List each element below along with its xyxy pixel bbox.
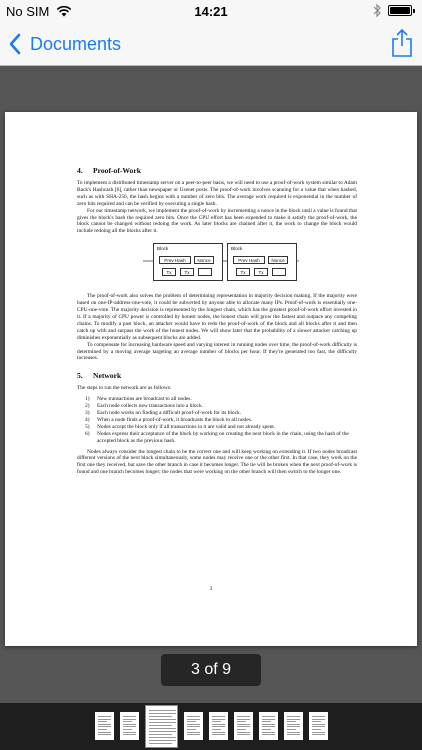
page-thumbnail[interactable] — [95, 712, 114, 740]
section-heading: 5. Network — [77, 371, 122, 381]
list-item — [85, 403, 357, 410]
prev-hash-box: Prev Hash — [159, 256, 191, 264]
chevron-left-icon — [8, 33, 22, 55]
paragraph: To compensate for increasing hardware speed and varying interest in running nodes over time, the proof-of-work difficulty is determined by a moving average targeting an average number of blocks per hour. If they're generated too fast, the difficulty increases. — [77, 341, 357, 362]
list-item-number: 5) — [85, 423, 90, 430]
tx-empty-box — [272, 268, 286, 276]
carrier-label: No SIM — [6, 4, 50, 19]
tx-box: Tx — [236, 268, 250, 276]
status-bar — [0, 0, 422, 22]
paragraph: The steps to run the network are as follows: — [77, 385, 172, 392]
paragraph: The proof-of-work also solves the problem of determining representation in majority decision making. If the majority were based on one-IP-address-one-vote, it could be subverted by anyone able to allocate many IPs. Proof-of-work is essentially one-CPU-one-vote. The majority decision is represented by the longest chain, which has the greatest proof-of-work effort invested in it. If a majority of CPU power is controlled by honest nodes, the honest chain will grow the fastest and outpace any competing chains. To modify a past block, an attacker would have to redo the proof-of-work of the block and all blocks after it and then catch up with and surpass the work of the honest nodes. We will show later that the probability of a slower attacker catching up diminishes exponentially as subsequent blocks are added. — [77, 293, 357, 341]
list-item — [85, 424, 357, 431]
tx-empty-box — [198, 268, 212, 276]
bluetooth-icon — [372, 3, 382, 18]
paragraph: To implement a distributed timestamp server on a peer-to-peer basis, we will need to use a proof-of-work system similar to Adam Back's Hashcash [6], rather than newspaper or Usenet posts. The proof-of-work involves scanning for a value that when hashed, such as with SHA-256, the hash begins with a number of zero bits. The average work required is exponential in the number of zero bits required and can be verified by executing a single hash. — [77, 180, 357, 207]
list-item — [85, 396, 357, 403]
nonce-box: Nonce — [268, 256, 288, 264]
page-thumbnail[interactable] — [234, 712, 253, 740]
page-number: 3 — [209, 586, 213, 592]
block-chain-diagram — [77, 243, 357, 285]
page-indicator: 3 of 9 — [161, 654, 261, 686]
list-item-text: When a node finds a proof-of-work, it broadcasts the block to all nodes. — [97, 416, 253, 423]
list-item-number: 6) — [85, 430, 90, 437]
thumbnail-strip[interactable] — [0, 703, 422, 750]
list-item — [85, 417, 357, 424]
page-thumbnail[interactable] — [309, 712, 328, 740]
share-icon[interactable] — [390, 27, 414, 59]
back-button-label: Documents — [30, 33, 122, 54]
battery-icon — [388, 5, 412, 16]
list-item-text: New transactions are broadcast to all nodes. — [97, 396, 192, 403]
list-item-number: 1) — [85, 396, 90, 403]
list-item-number: 4) — [85, 416, 90, 423]
page-thumbnail[interactable] — [209, 712, 228, 740]
list-item-text: Each node works on finding a difficult proof-of-work for its block. — [97, 410, 242, 417]
list-item-text: Nodes express their acceptance of the block by working on creating the next block in the chain, using the hash of the accepted block as the previous hash. — [97, 430, 349, 444]
page-thumbnail-selected[interactable] — [145, 705, 178, 748]
list-item — [85, 431, 357, 445]
list-item-number: 2) — [85, 403, 90, 410]
paragraph: Nodes always consider the longest chain to be the correct one and will keep working on extending it. If two nodes broadcast different versions of the next block simultaneously, some nodes may receive one or the other first. In that case, they work on the first one they received, but save the other branch in case it becomes longer. The tie will be broken when the next proof-of-work is found and one branch becomes longer; the nodes that were working on the other branch will then switch to the longer one. — [77, 448, 357, 476]
page-thumbnail[interactable] — [184, 712, 203, 740]
page-thumbnail[interactable] — [284, 712, 303, 740]
tx-box: Tx — [162, 268, 176, 276]
list-item — [85, 410, 357, 417]
block-box: Block Prev Hash Nonce Tx Tx — [153, 243, 223, 281]
prev-hash-box: Prev Hash — [233, 256, 265, 264]
list-item-number: 3) — [85, 410, 90, 417]
block-box: Block Prev Hash Nonce Tx Tx — [227, 243, 297, 281]
tx-box: Tx — [254, 268, 268, 276]
navigation-bar — [0, 0, 422, 66]
back-button[interactable] — [8, 28, 121, 60]
page-thumbnail[interactable] — [120, 712, 139, 740]
page-thumbnail[interactable] — [259, 712, 278, 740]
section-heading: 4. Proof-of-Work — [77, 166, 141, 175]
page-content — [77, 162, 357, 476]
clock: 14:21 — [194, 4, 228, 19]
steps-list — [85, 396, 357, 444]
paragraph: For our timestamp network, we implement the proof-of-work by incrementing a nonce in the block until a value is found that gives the block's hash the required zero bits. Once the CPU effort has been expended to make it satisfy the proof-of-work, the block cannot be changed without redoing the work. As later blocks are chained after it, the work to change the block would include redoing all the blocks after it. — [77, 207, 357, 235]
list-item-text: Nodes accept the block only if all transactions in it are valid and not already spent. — [97, 423, 276, 430]
document-page[interactable] — [5, 112, 417, 646]
nonce-box: Nonce — [194, 256, 214, 264]
list-item-text: Each node collects new transactions into a block. — [97, 403, 203, 410]
tx-box: Tx — [180, 268, 194, 276]
